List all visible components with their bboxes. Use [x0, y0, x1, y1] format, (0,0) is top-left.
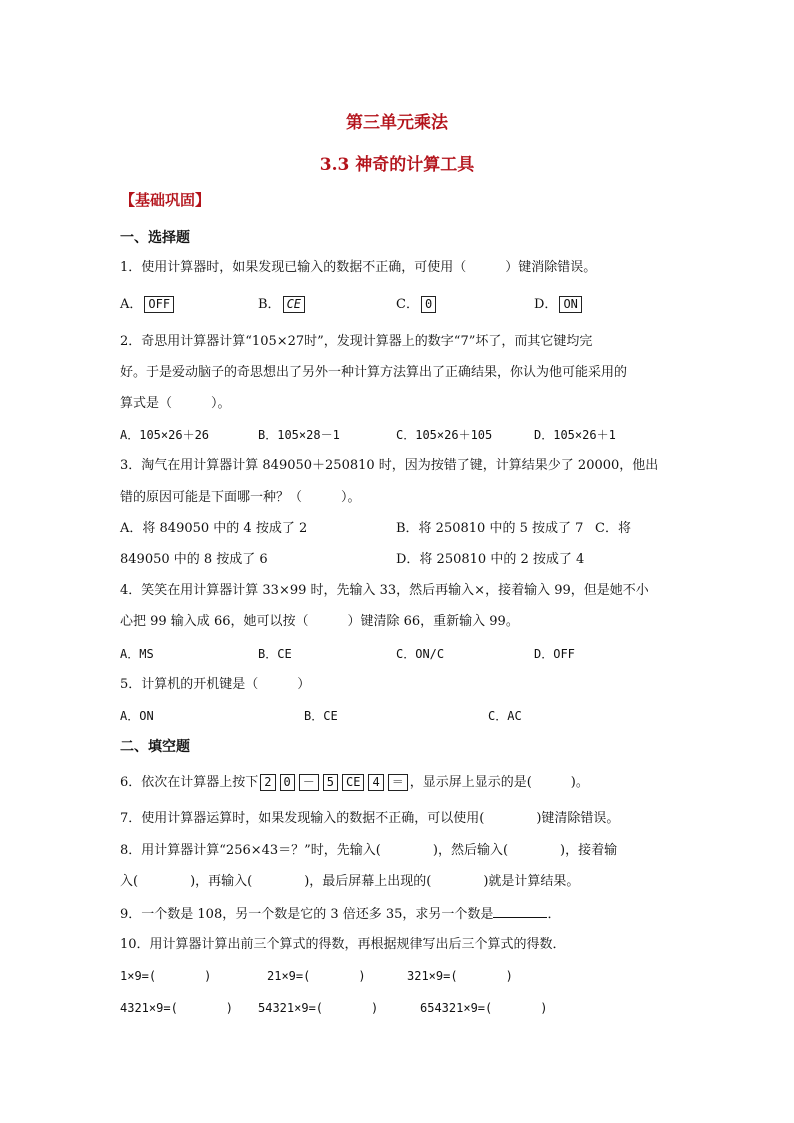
key-minus: －: [299, 774, 319, 791]
q8-line1: 8．用计算器计算“256×43＝？”时，先输入( )，然后输入( )，接着输: [120, 843, 618, 858]
ce-key: CE: [283, 296, 305, 313]
q8-line2: 入( )，再输入( )，最后屏幕上出现的( )就是计算结果。: [120, 874, 580, 889]
q5-stem: 5．计算机的开机键是（ ）: [120, 677, 311, 692]
q2-line3: 算式是（ ）。: [120, 396, 231, 411]
q9-line: 9．一个数是 108，另一个数是它的 3 倍还多 35，求另一个数是 ．: [120, 907, 561, 922]
lesson-title: 3.3 神奇的计算工具: [319, 155, 475, 175]
q4-line2: 心把 99 输入成 66，她可以按（ ）键清除 66，重新输入 99。: [120, 614, 519, 629]
q2-option-a: A．105×26＋26: [120, 428, 210, 442]
q4-option-d: D．OFF: [534, 647, 575, 661]
q10-expr-3: 321×9=( ): [407, 969, 513, 983]
q1-option-b: B． CE: [258, 296, 307, 314]
q4-option-a: A．MS: [120, 647, 154, 661]
q3-line2: 错的原因可能是下面哪一种？（ ）。: [120, 490, 361, 505]
off-key: OFF: [144, 296, 174, 313]
q4-option-b: B．CE: [258, 647, 292, 661]
q10-expr-2: 21×9=( ): [267, 969, 366, 983]
q2-line1: 2．奇思用计算器计算“105×27时”，发现计算器上的数字“7”坏了，而其它键均完: [120, 334, 593, 349]
q4-option-c: C．ON/C: [396, 647, 445, 661]
zero-key: 0: [421, 296, 436, 313]
q1-option-c: C． 0: [396, 296, 438, 314]
q10-stem: 10．用计算器计算出前三个算式的得数，再根据规律写出后三个算式的得数．: [120, 937, 566, 952]
q5-option-a: A．ON: [120, 709, 154, 723]
q5-option-c: C．AC: [488, 709, 522, 723]
q7-line: 7．使用计算器运算时，如果发现输入的数据不正确，可以使用( )键清除错误。: [120, 811, 620, 826]
unit-title: 第三单元乘法: [346, 113, 448, 133]
q1-stem: 1．使用计算器时，如果发现已输入的数据不正确，可使用（ ）键消除错误。: [120, 260, 597, 275]
q3-option-c-end: 849050 中的 8 按成了 6: [120, 552, 268, 567]
q10-expr-5: 54321×9=( ): [258, 1001, 379, 1015]
answer-blank: [493, 905, 547, 918]
q6-line: 6．依次在计算器上按下 2 0 － 5 CE 4 ＝ ，显示屏上显示的是( )。: [120, 775, 589, 790]
on-key: ON: [559, 296, 581, 313]
part1-heading: 一、选择题: [120, 230, 190, 246]
q3-option-d: D．将 250810 中的 2 按成了 4: [396, 552, 585, 567]
key-0: 0: [280, 774, 295, 791]
q10-expr-6: 654321×9=( ): [420, 1001, 548, 1015]
q1-option-a: A． OFF: [120, 296, 176, 314]
key-5: 5: [323, 774, 338, 791]
q2-option-c: C．105×26＋105: [396, 428, 493, 442]
key-2: 2: [260, 774, 275, 791]
q2-option-d: D．105×26＋1: [534, 428, 616, 442]
q5-option-b: B．CE: [304, 709, 338, 723]
q3-option-b: B．将 250810 中的 5 按成了 7: [396, 521, 584, 536]
q1-option-d: D． ON: [534, 296, 584, 314]
part2-heading: 二、填空题: [120, 739, 190, 755]
q4-line1: 4．笑笑在用计算器计算 33×99 时，先输入 33，然后再输入×，接着输入 99，但是她不小: [120, 583, 649, 598]
key-ce: CE: [342, 774, 364, 791]
q10-expr-1: 1×9=( ): [120, 969, 212, 983]
q3-option-a: A．将 849050 中的 4 按成了 2: [120, 521, 308, 536]
q10-expr-4: 4321×9=( ): [120, 1001, 234, 1015]
q2-option-b: B．105×28－1: [258, 428, 340, 442]
section-tag: 【基础巩固】: [120, 191, 211, 209]
key-4: 4: [368, 774, 383, 791]
q3-line1: 3．淘气在用计算器计算 849050＋250810 时，因为按错了键，计算结果少了 20000，他出: [120, 458, 659, 473]
q2-line2: 好。于是爱动脑子的奇思想出了另外一种计算方法算出了正确结果，你认为他可能采用的: [120, 365, 628, 380]
key-equals: ＝: [388, 774, 408, 791]
q3-option-c-start: C．将: [595, 521, 631, 536]
